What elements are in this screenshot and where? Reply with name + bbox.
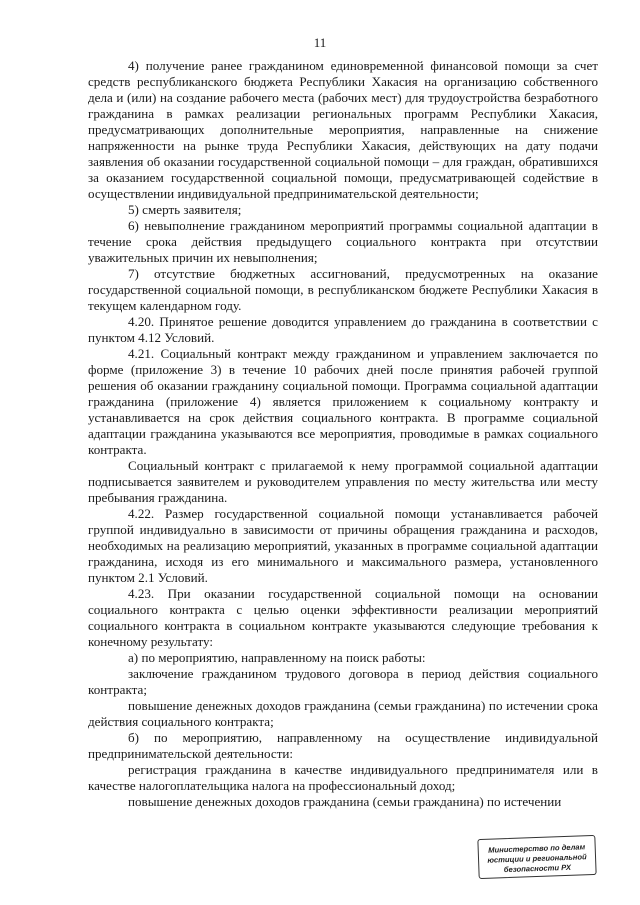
- ministry-stamp: [477, 835, 596, 879]
- paragraph: 4.23. При оказании государственной социальной помощи на основании социального контракта с целью оценки эффективности реализации мероприятий социального контракта в социальном контракте указываются следующие требования к конечному результату:: [88, 586, 598, 649]
- paragraph: 4.20. Принятое решение доводится управлением до гражданина в соответствии с пунктом 4.12 Условий.: [88, 314, 598, 345]
- paragraph: б) по мероприятию, направленному на осуществление индивидуальной предпринимательской деятельности:: [88, 730, 598, 761]
- page-number: 11: [313, 35, 327, 50]
- paragraph: повышение денежных доходов гражданина (семьи гражданина) по истечении срока действия социального контракта;: [88, 698, 598, 729]
- document-body: [88, 58, 598, 810]
- paragraph: 6) невыполнение гражданином мероприятий программы социальной адаптации в течение срока действия предыдущего социального контракта при отсутствии уважительных причин их невыполнения;: [88, 218, 598, 265]
- paragraph: 5) смерть заявителя;: [128, 202, 242, 217]
- paragraph: заключение гражданином трудового договора в период действия социального контракта;: [88, 666, 598, 697]
- paragraph: регистрация гражданина в качестве индивидуального предпринимателя или в качестве налогоплательщика налога на профессиональный доход;: [88, 762, 598, 793]
- stamp-line: юстиции и региональной: [487, 852, 587, 865]
- paragraph: а) по мероприятию, направленному на поиск работы:: [128, 650, 426, 665]
- paragraph: Социальный контракт с прилагаемой к нему программой социальной адаптации подписывается заявителем и руководителем управления по месту жительства или месту пребывания гражданина.: [88, 458, 598, 505]
- stamp-line: безопасности РХ: [503, 862, 572, 875]
- paragraph: 4.21. Социальный контракт между гражданином и управлением заключается по форме (приложение 3) в течение 10 рабочих дней после принятия рабочей группой решения об оказании гражданину социальной помощи. Программа социальной адаптации гражданина (приложение 4) является приложением к социальному контракту и устанавливается на срок действия социального контракта. В программе социальной адаптации гражданина указываются все мероприятия, проводимые в рамках социального контракта.: [88, 346, 598, 457]
- paragraph: 7) отсутствие бюджетных ассигнований, предусмотренных на оказание государственной социальной помощи, в республиканском бюджете Республики Хакасия в текущем календарном году.: [88, 266, 598, 313]
- paragraph: повышение денежных доходов гражданина (семьи гражданина) по истечении: [128, 794, 562, 809]
- paragraph: 4.22. Размер государственной социальной помощи устанавливается рабочей группой индивидуально в зависимости от причины обращения гражданина и расходов, необходимых на реализацию мероприятий, указанных в программе социальной адаптации гражданина, исходя из его минимального и максимального размера, установленного пунктом 2.1 Условий.: [88, 506, 598, 585]
- stamp-line: Министерство по делам: [488, 842, 586, 855]
- paragraph: 4) получение ранее гражданином единовременной финансовой помощи за счет средств республиканского бюджета Республики Хакасия на организацию собственного дела и (или) на создание рабочего места (рабочих мест) для трудоустройства безработного гражданина в рамках реализации региональных программ Республики Хакасия, предусматривающих дополнительные мероприятия, направленные на снижение напряженности на рынке труда Республики Хакасия, действующих на дату подачи заявления об оказании государственной социальной помощи – для граждан, обратившихся за оказанием государственной социальной помощи, предусматривающей содействие в осуществлении индивидуальной предпринимательской деятельности;: [88, 58, 598, 201]
